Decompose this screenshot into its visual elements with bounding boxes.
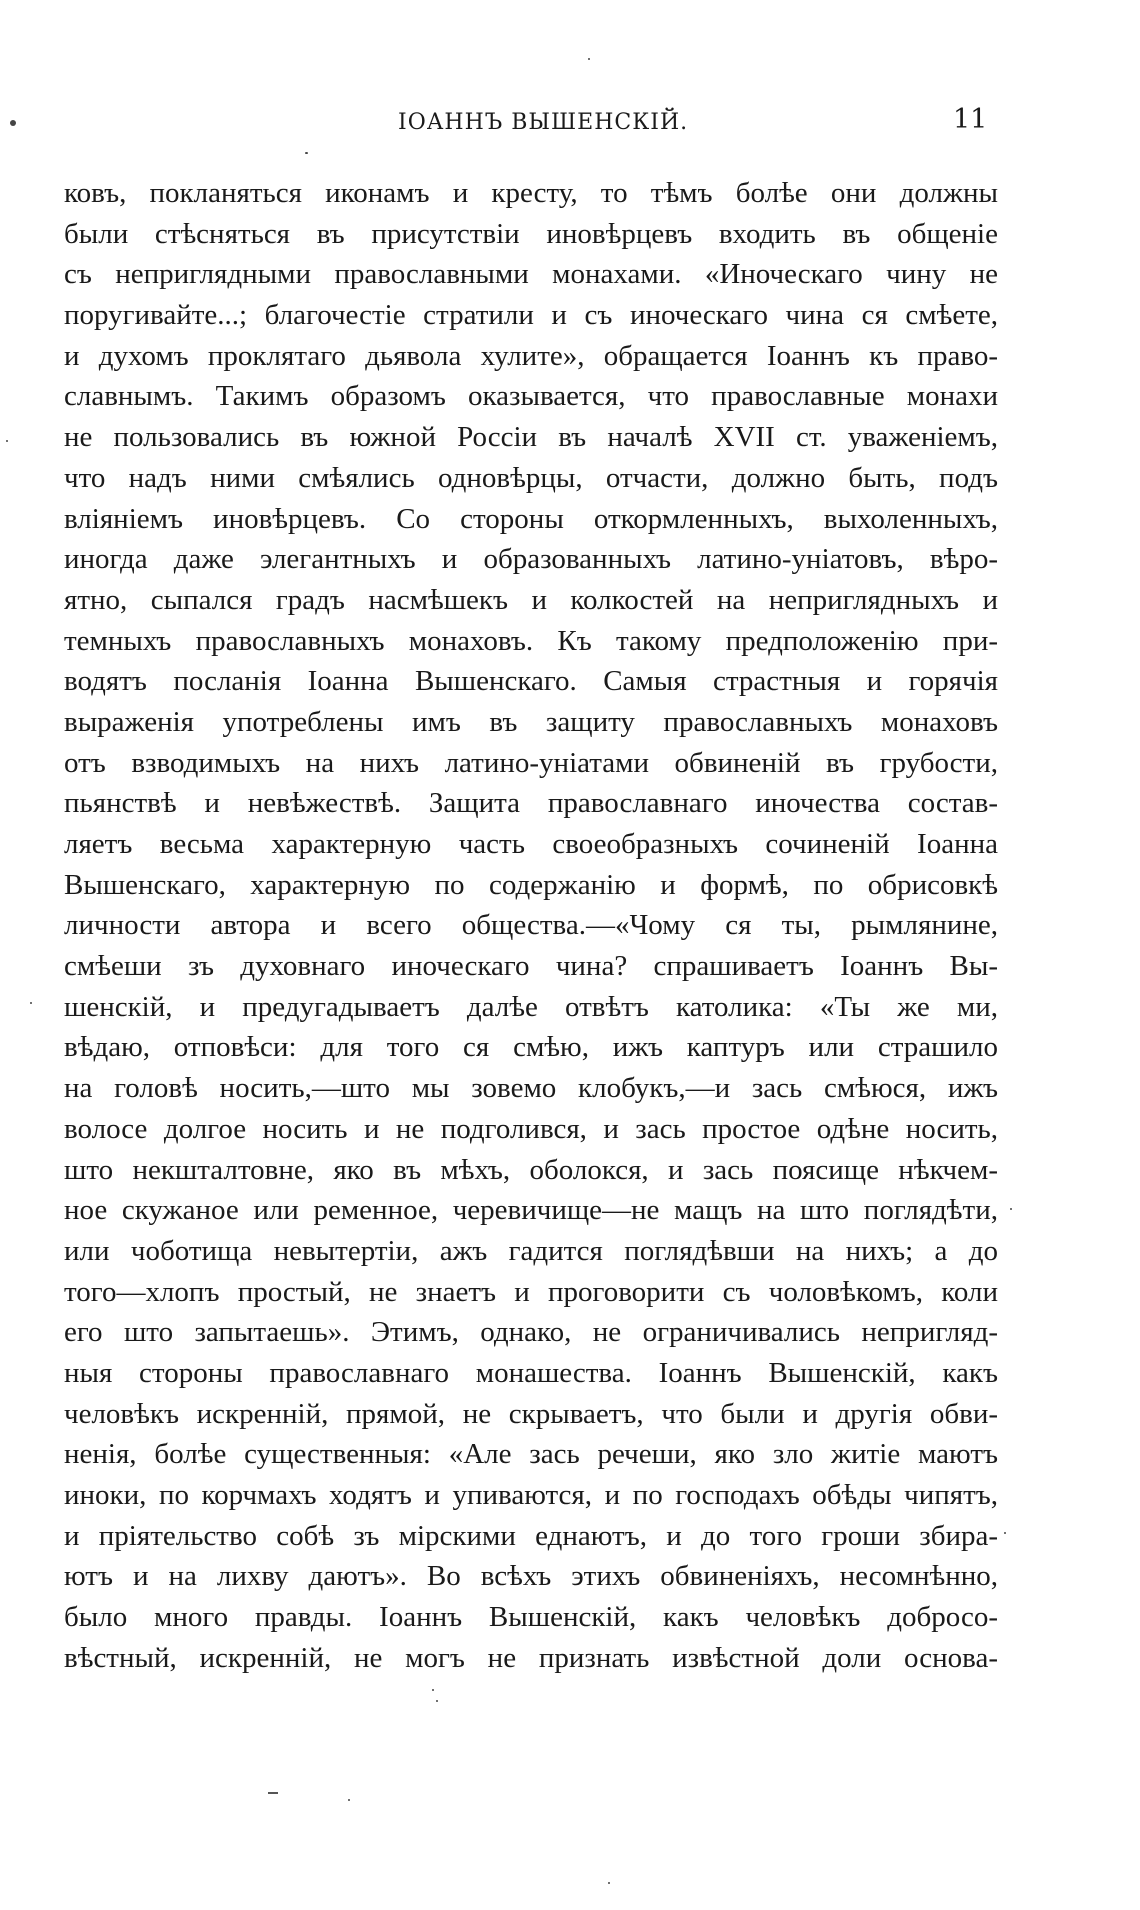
running-head (0, 104, 1140, 144)
text-line: славнымъ. Такимъ образомъ оказывается, что православные монахи (64, 380, 998, 413)
text-line: иноки, по корчмахъ ходятъ и упиваются, и по господахъ обѣды чипятъ, (64, 1479, 998, 1511)
text-line: иногда даже элегантныхъ и образованныхъ латино-уніатовъ, вѣро- (64, 543, 998, 576)
text-line: и пріятельство собѣ зъ мірскими еднаютъ, и до того гроши збира- (64, 1519, 998, 1552)
text-line: волосе долгое носить и не подголився, и зась простое одѣне носить, (64, 1112, 998, 1145)
text-line: ковъ, покланяться иконамъ и кресту, то тѣмъ болѣе они должны (64, 177, 998, 209)
text-line: пьянствѣ и невѣжествѣ. Защита православнаго иночества состав- (64, 787, 998, 820)
text-line: вліяніемъ иновѣрцевъ. Со стороны откормленныхъ, выхоленныхъ, (64, 502, 998, 535)
text-line: или чоботища невытертіи, ажъ гадится поглядѣвши на нихъ; а до (64, 1234, 998, 1267)
print-speck (608, 1882, 610, 1884)
text-line: личности автора и всего общества.—«Чому ся ты, рымлянине, (64, 909, 998, 942)
print-speck (588, 58, 590, 60)
print-mark (268, 1792, 278, 1794)
text-line: было много правды. Іоаннъ Вышенскій, какъ человѣкъ добросо- (64, 1601, 998, 1634)
text-line: ное скужаное или ременное, черевичище—не мащъ на што поглядѣти, (64, 1194, 998, 1227)
text-line: ненія, болѣе существенныя: «Але зась речеши, яко зло житіе маютъ (64, 1438, 998, 1471)
print-speck (348, 1799, 350, 1801)
text-line: на головѣ носить,—што мы зовемо клобукъ,—и зась смѣюся, ижъ (64, 1072, 998, 1105)
print-speck (1010, 1208, 1012, 1210)
text-line: того—хлопъ простый, не знаетъ и проговорити съ чоловѣкомъ, коли (64, 1275, 998, 1308)
text-line: его што запытаешь». Этимъ, однако, не ограничивались непригляд- (64, 1316, 998, 1349)
print-speck (1004, 1532, 1006, 1534)
text-line: что надъ ними смѣялись одновѣрцы, отчасти, должно быть, подъ (64, 461, 998, 494)
print-speck (6, 440, 8, 442)
text-line: ятно, сыпался градъ насмѣшекъ и колкостей на неприглядныхъ и (64, 583, 998, 616)
print-speck (432, 1689, 434, 1691)
text-line: вѣдаю, отповѣси: для того ся смѣю, ижъ каптуръ или страшило (64, 1031, 998, 1064)
text-line: человѣкъ искренній, прямой, не скрываетъ, что были и другія обви- (64, 1397, 998, 1430)
text-line: смѣеши зъ духовнаго иноческаго чина? спрашиваетъ Іоаннъ Вы- (64, 950, 998, 983)
text-line: выраженія употреблены имъ въ защиту православныхъ монаховъ (64, 705, 998, 738)
text-line: вѣстный, искренній, не могъ не признать извѣстной доли основа- (64, 1641, 998, 1674)
running-title: IOАННЪ ВЫШЕНСКІЙ. (398, 110, 689, 135)
text-line: Вышенскаго, характерную по содержанію и формѣ, по обрисовкѣ (64, 868, 998, 901)
print-speck (436, 1700, 438, 1702)
text-line: отъ взводимыхъ на нихъ латино-уніатами обвиненій въ грубости, (64, 746, 998, 779)
text-line: ляетъ весьма характерную часть своеобразныхъ сочиненій Іоанна (64, 828, 998, 860)
page-number: 11 (953, 104, 988, 135)
body-text (64, 173, 998, 1678)
text-line: ныя стороны православнаго монашества. Іоаннъ Вышенскій, какъ (64, 1356, 998, 1389)
text-line: были стѣсняться въ присутствіи иновѣрцевъ входить въ общеніе (64, 217, 998, 250)
print-speck (305, 152, 308, 154)
text-line: темныхъ православныхъ монаховъ. Къ такому предположенію при- (64, 624, 998, 657)
text-line: што некшталтовне, яко въ мѣхъ, оболокся, и зась поясище нѣкчем- (64, 1153, 998, 1186)
text-line: водятъ посланія Іоанна Вышенскаго. Самыя страстныя и горячія (64, 665, 998, 698)
print-speck (30, 1002, 32, 1004)
text-line: съ неприглядными православными монахами. «Иноческаго чину не (64, 258, 998, 291)
text-line: ютъ и на лихву даютъ». Во всѣхъ этихъ обвиненіяхъ, несомнѣнно, (64, 1560, 998, 1593)
text-line: не пользовались въ южной Россіи въ началѣ XVII ст. уваженіемъ, (64, 421, 998, 454)
text-line: и духомъ проклятаго дьявола хулите», обращается Іоаннъ къ право- (64, 339, 998, 372)
text-line: шенскій, и предугадываетъ далѣе отвѣтъ католика: «Ты же ми, (64, 990, 998, 1023)
text-line: поругивайте...; благочестіе стратили и съ иноческаго чина ся смѣете, (64, 299, 998, 332)
